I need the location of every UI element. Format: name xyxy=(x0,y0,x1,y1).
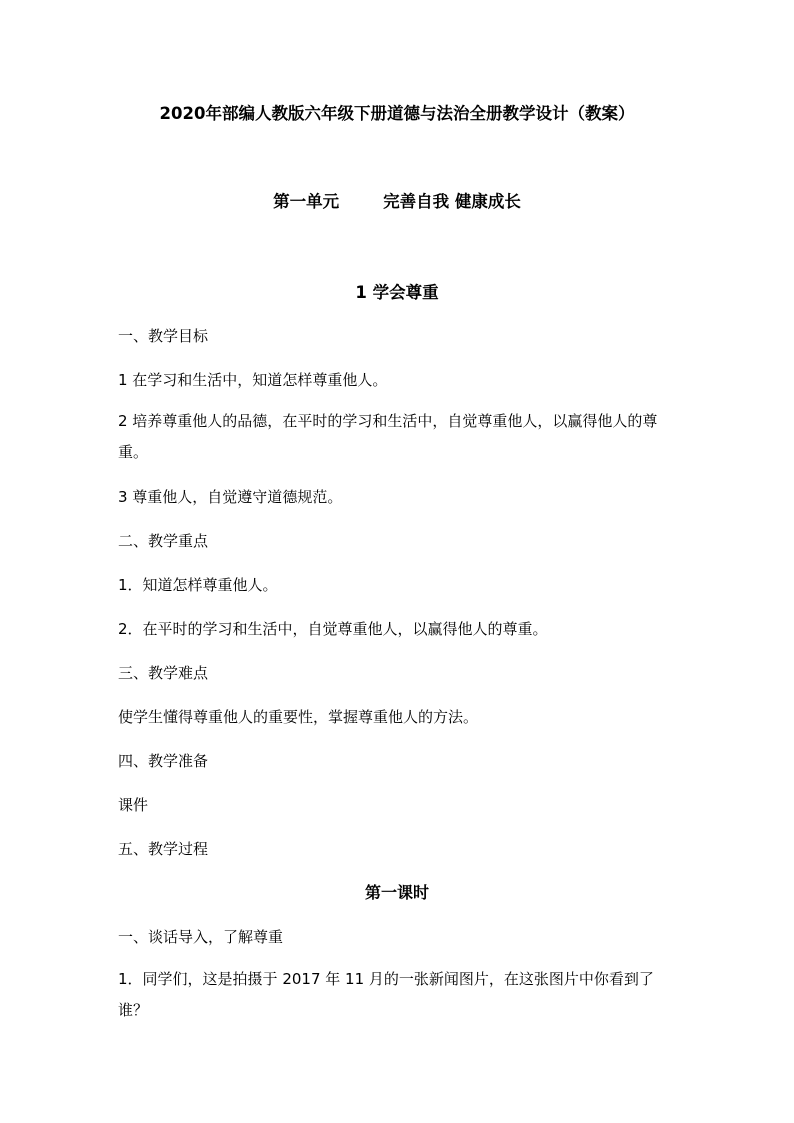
key-point-1: 1．知道怎样尊重他人。 xyxy=(118,576,278,594)
unit-number: 第一单元 xyxy=(273,192,340,211)
period-title: 第一课时 xyxy=(364,883,429,902)
goal-item-2: 2 培养尊重他人的品德，在平时的学习和生活中，自觉尊重他人，以赢得他人的尊重。 xyxy=(118,412,658,461)
difficulty-text: 使学生懂得尊重他人的重要性，掌握尊重他人的方法。 xyxy=(118,708,479,726)
preparation-text: 课件 xyxy=(118,796,149,814)
key-point-2: 2．在平时的学习和生活中，自觉尊重他人，以赢得他人的尊重。 xyxy=(118,620,548,638)
goal-item-1: 1 在学习和生活中，知道怎样尊重他人。 xyxy=(118,371,388,389)
step-heading-1: 一、谈话导入，了解尊重 xyxy=(118,928,284,946)
step-question-1: 1．同学们，这是拍摄于 2017 年 11 月的一张新闻图片，在这张图片中你看到了谁？ xyxy=(118,970,654,1019)
document-title: 2020年部编人教版六年级下册道德与法治全册教学设计（教案） xyxy=(159,104,635,123)
unit-name: 完善自我 健康成长 xyxy=(383,192,521,211)
section-heading-goals: 一、教学目标 xyxy=(118,327,209,345)
section-heading-process: 五、教学过程 xyxy=(118,840,209,858)
goal-item-3: 3 尊重他人，自觉遵守道德规范。 xyxy=(118,488,343,506)
unit-title xyxy=(0,189,794,215)
section-heading-difficulties: 三、教学难点 xyxy=(118,664,209,682)
lesson-title: 1 学会尊重 xyxy=(355,283,439,302)
section-heading-preparation: 四、教学准备 xyxy=(118,752,209,770)
section-heading-key-points: 二、教学重点 xyxy=(118,532,209,550)
